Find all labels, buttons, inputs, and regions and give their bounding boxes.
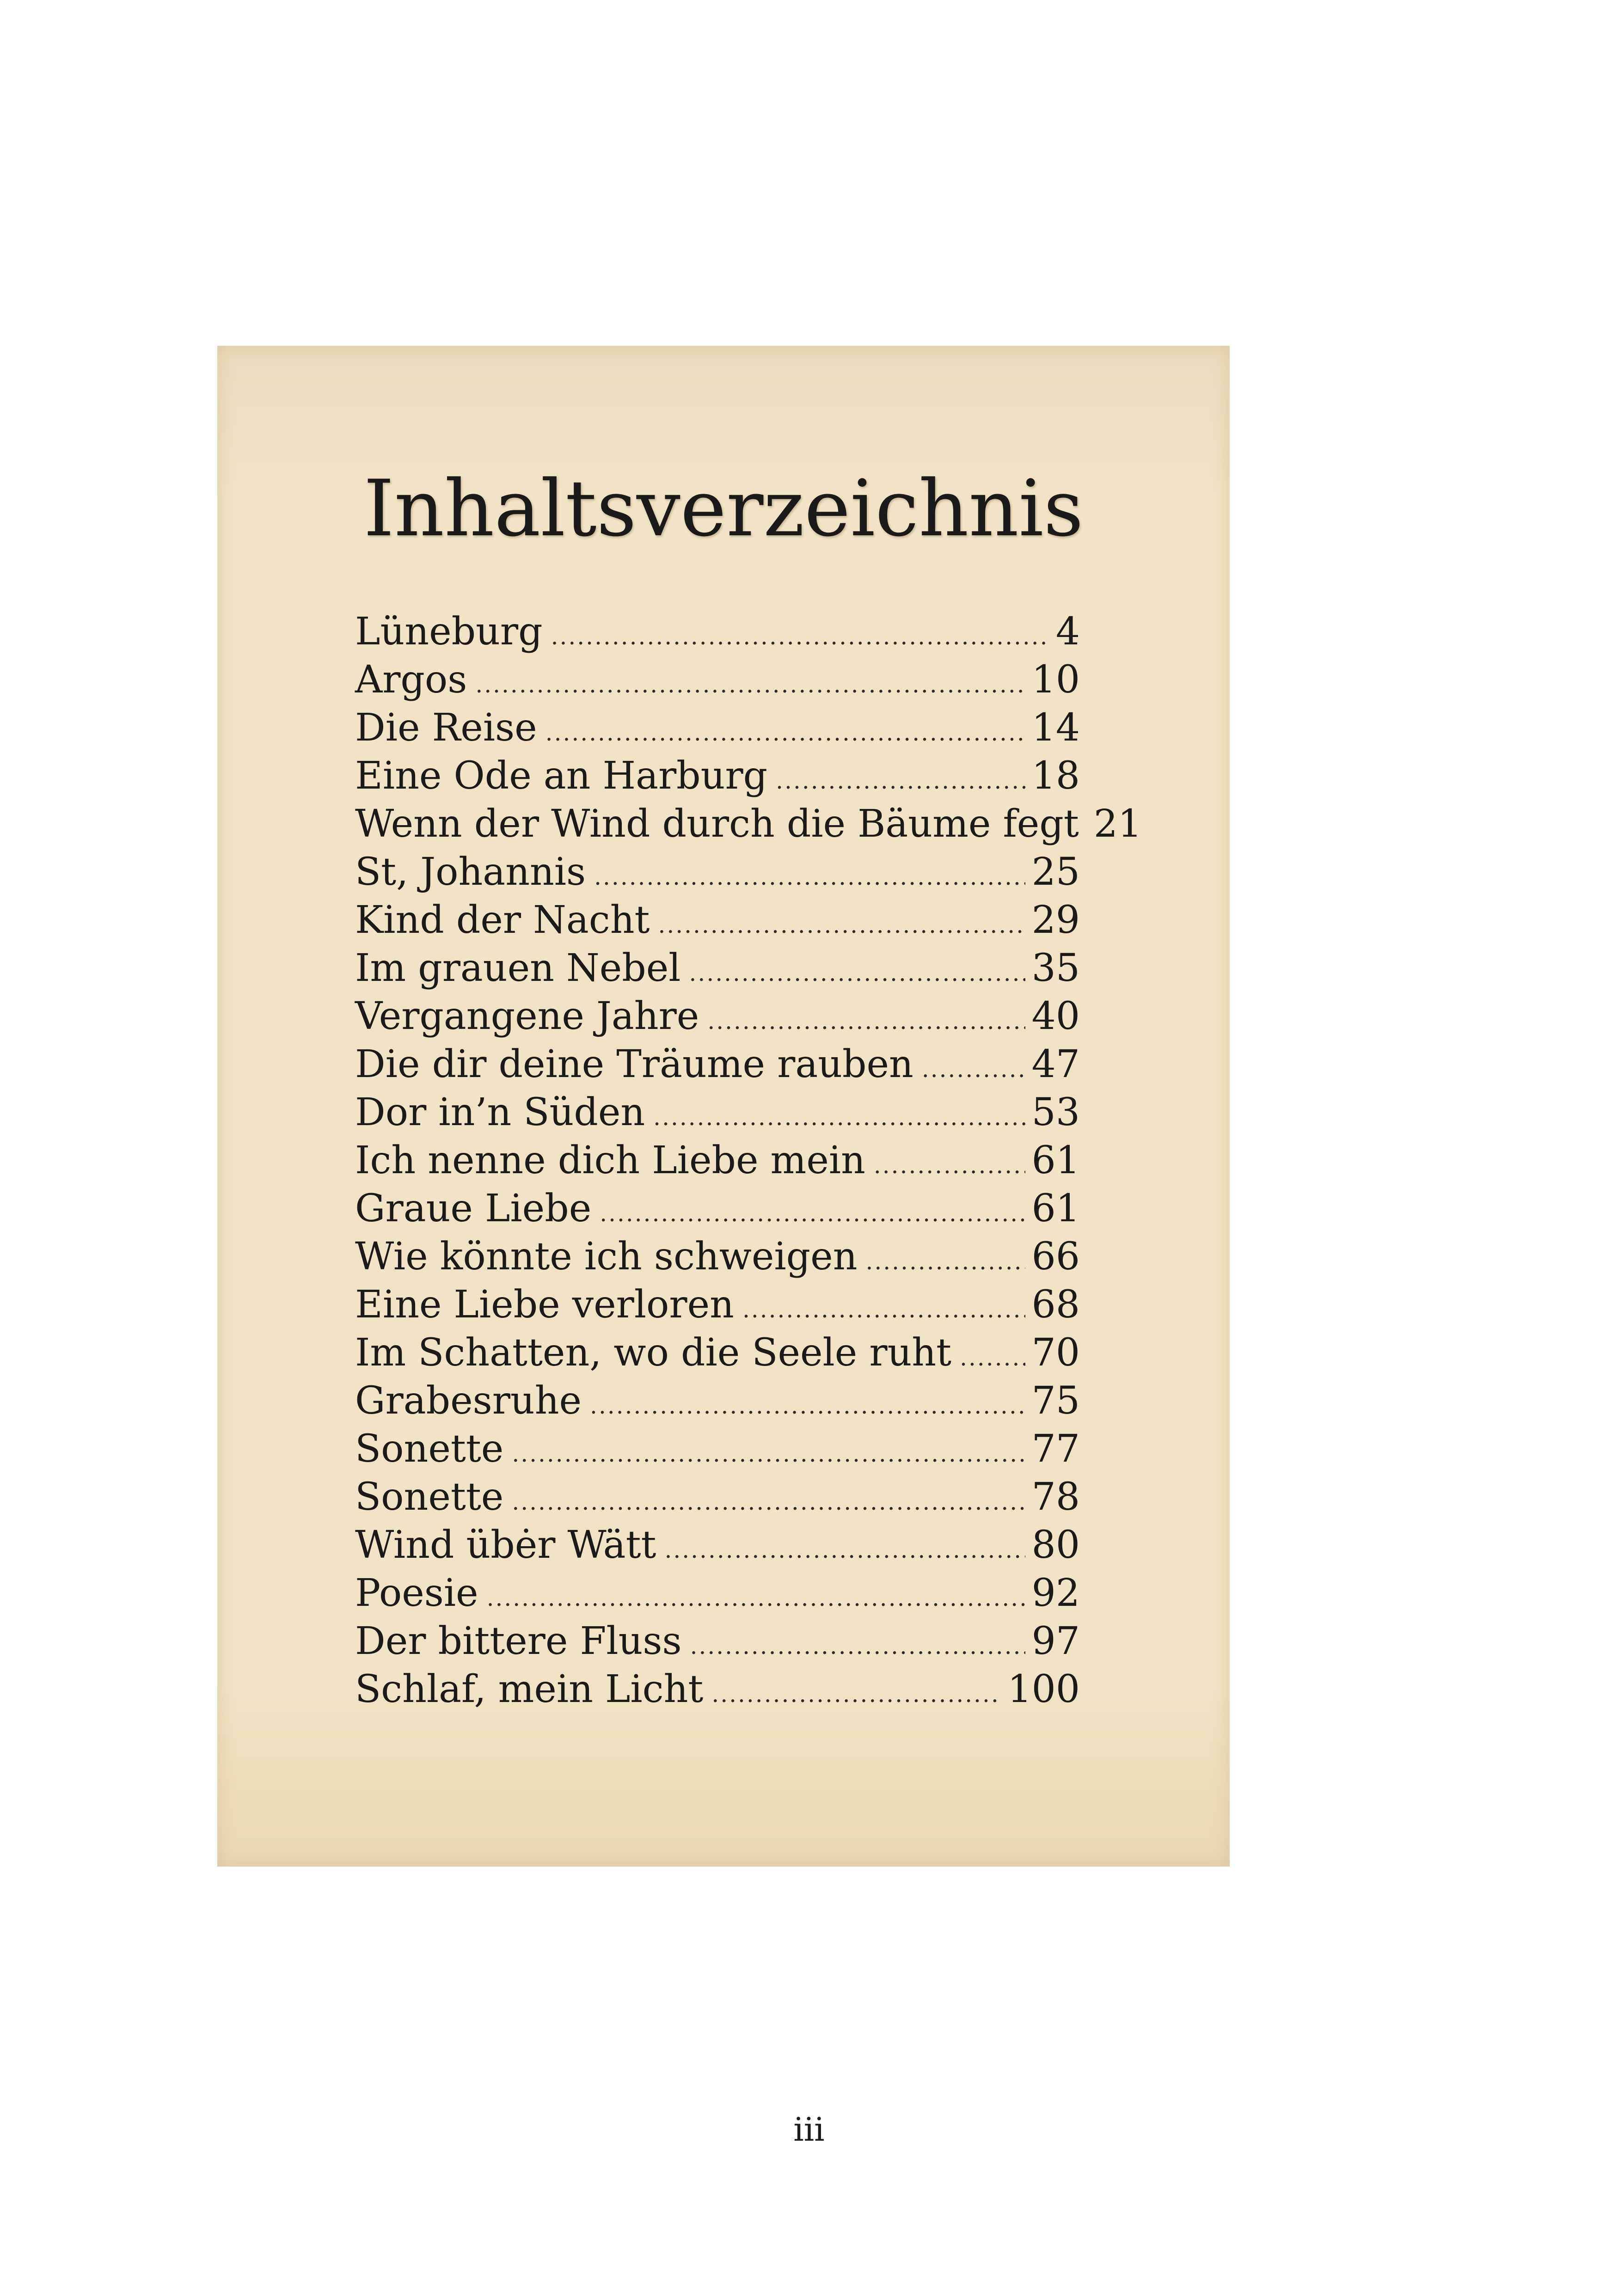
toc-entry[interactable]	[355, 1137, 1080, 1185]
toc-dot-leader	[658, 901, 1025, 949]
toc-dot-leader	[487, 1574, 1025, 1622]
toc-dot-leader	[707, 997, 1025, 1045]
toc-entry-page: 10	[1031, 658, 1080, 702]
toc-entry[interactable]	[355, 1185, 1080, 1233]
toc-entry[interactable]	[355, 992, 1080, 1041]
toc-dot-leader	[922, 1045, 1025, 1093]
toc-dot-leader	[776, 757, 1025, 805]
toc-dot-leader	[690, 1622, 1025, 1670]
toc-entry-page: 80	[1031, 1523, 1080, 1567]
toc-entry[interactable]	[355, 896, 1080, 944]
toc-entry-page: 68	[1031, 1283, 1080, 1327]
toc-dot-leader	[590, 1382, 1025, 1430]
toc-entry-title: Die dir deine Träume rauben	[355, 1042, 913, 1086]
toc-entry[interactable]	[355, 800, 1142, 848]
toc-entry-page: 47	[1031, 1042, 1080, 1086]
toc-list	[355, 608, 1142, 1714]
toc-dot-leader	[600, 1189, 1025, 1237]
toc-entry-title: Der bittere Fluss	[355, 1619, 682, 1663]
toc-entry-page: 77	[1031, 1427, 1080, 1471]
toc-dot-leader	[664, 1526, 1025, 1574]
toc-entry-title: Im Schatten, wo die Seele ruht	[355, 1331, 952, 1375]
toc-entry-title: Vergangene Jahre	[355, 994, 699, 1038]
toc-entry-title: Sonette	[355, 1427, 504, 1471]
toc-entry-page: 53	[1031, 1090, 1080, 1134]
toc-entry-title: Wenn der Wind durch die Bäume fegt	[355, 802, 1079, 846]
toc-entry-page: 25	[1031, 850, 1080, 894]
toc-entry[interactable]	[355, 848, 1080, 896]
toc-title: Inhaltsverzeichnis	[363, 463, 1084, 554]
toc-entry-page: 92	[1031, 1571, 1080, 1615]
toc-entry-page: 70	[1031, 1331, 1080, 1375]
toc-dot-leader	[689, 949, 1025, 997]
toc-entry[interactable]	[355, 1569, 1080, 1617]
toc-entry-page: 14	[1031, 706, 1080, 750]
toc-entry[interactable]	[355, 1041, 1080, 1089]
toc-dot-leader	[512, 1478, 1025, 1526]
toc-entry-title: Wind übėr Wätt	[355, 1523, 656, 1567]
toc-entry-title: Lüneburg	[355, 610, 543, 654]
toc-entry[interactable]	[355, 1473, 1080, 1521]
toc-entry-title: Graue Liebe	[355, 1187, 592, 1231]
toc-entry-page: 78	[1031, 1475, 1080, 1519]
toc-entry-page: 100	[1007, 1667, 1080, 1711]
toc-entry-title: St, Johannis	[355, 850, 586, 894]
toc-entry-title: Argos	[355, 658, 467, 702]
toc-entry-page: 18	[1031, 754, 1080, 798]
toc-entry[interactable]	[355, 704, 1080, 752]
toc-entry[interactable]	[355, 1521, 1080, 1569]
toc-entry[interactable]	[355, 1089, 1080, 1137]
toc-dot-leader	[653, 1093, 1025, 1141]
toc-entry-page: 21	[1093, 802, 1142, 846]
toc-entry[interactable]	[355, 944, 1080, 992]
toc-entry-page: 75	[1031, 1379, 1080, 1423]
toc-entry-title: Poesie	[355, 1571, 478, 1615]
toc-entry-page: 66	[1031, 1235, 1080, 1279]
toc-entry-title: Wie könnte ich schweigen	[355, 1235, 858, 1279]
toc-dot-leader	[475, 661, 1025, 709]
toc-entry[interactable]	[355, 1425, 1080, 1473]
toc-dot-leader	[545, 709, 1025, 757]
toc-entry[interactable]	[355, 752, 1080, 800]
toc-entry-title: Dor in’n Süden	[355, 1090, 645, 1134]
toc-entry[interactable]	[355, 1665, 1080, 1714]
toc-entry[interactable]	[355, 1329, 1080, 1377]
toc-entry[interactable]	[355, 1281, 1080, 1329]
toc-entry[interactable]	[355, 656, 1080, 704]
toc-entry[interactable]	[355, 1617, 1080, 1665]
toc-dot-leader	[866, 1237, 1025, 1286]
page-number: iii	[793, 2111, 825, 2149]
toc-entry-title: Im grauen Nebel	[355, 946, 681, 990]
toc-entry-title: Eine Ode an Harburg	[355, 754, 768, 798]
toc-dot-leader	[551, 612, 1049, 661]
toc-entry-title: Schlaf, mein Licht	[355, 1667, 704, 1711]
toc-dot-leader	[711, 1670, 1001, 1718]
toc-entry-page: 29	[1031, 898, 1080, 942]
toc-dot-leader	[960, 1334, 1025, 1382]
toc-entry-title: Die Reise	[355, 706, 537, 750]
toc-dot-leader	[512, 1430, 1025, 1478]
toc-entry[interactable]	[355, 1377, 1080, 1425]
toc-entry-title: Ich nenne dich Liebe mein	[355, 1139, 865, 1182]
toc-entry-page: 35	[1031, 946, 1080, 990]
toc-entry-title: Sonette	[355, 1475, 504, 1519]
toc-entry-page: 61	[1031, 1139, 1080, 1182]
toc-entry-page: 97	[1031, 1619, 1080, 1663]
toc-entry[interactable]	[355, 608, 1080, 656]
toc-entry-title: Kind der Nacht	[355, 898, 650, 942]
toc-dot-leader	[594, 853, 1025, 901]
toc-dot-leader	[742, 1286, 1025, 1334]
toc-entry-title: Grabesruhe	[355, 1379, 582, 1423]
toc-panel	[217, 346, 1230, 1867]
toc-entry-page: 40	[1031, 994, 1080, 1038]
toc-entry[interactable]	[355, 1233, 1080, 1281]
toc-entry-title: Eine Liebe verloren	[355, 1283, 734, 1327]
toc-entry-page: 61	[1031, 1187, 1080, 1231]
toc-entry-page: 4	[1055, 610, 1080, 654]
toc-dot-leader	[874, 1141, 1025, 1189]
